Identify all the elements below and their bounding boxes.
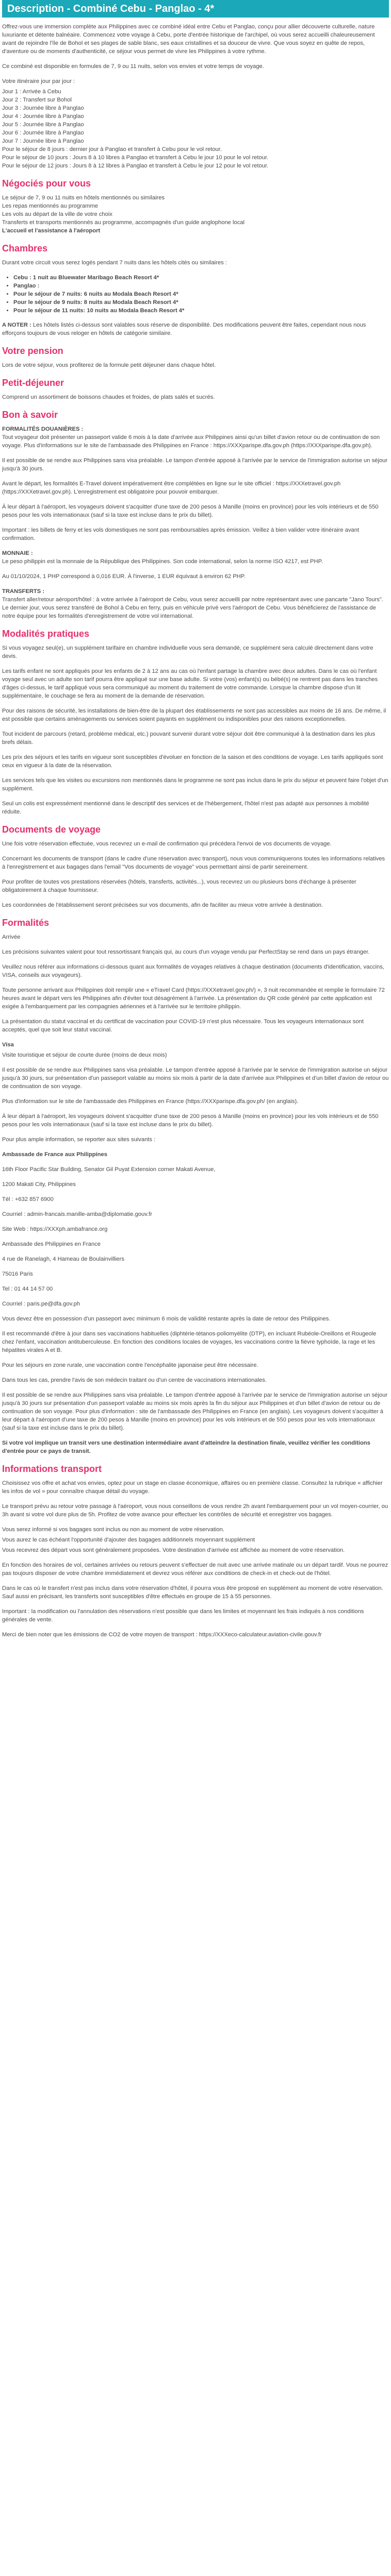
- transport-text: Choisissez vos offre et achat vos envies, optez pour un stage en classe économique, affaires ou en première classe. Consultez la rubrique « affichier les infos de vol » pour connaître chaque détail du voyage.: [2, 1480, 383, 1495]
- itinerary-day: Jour 5 : Journée libre à Panglao: [2, 122, 84, 128]
- health-text: Pour les séjours en zone rurale, une vaccination contre l'encéphalite japonaise peut être nécessaire.: [2, 1362, 258, 1368]
- formalities-text: La présentation du statut vaccinal et du certificat de vaccination pour COVID-19 n'est plus nécessaire. Tous les voyageurs internationaux sont acceptés, quel que soit leur statut vaccinal.: [2, 1019, 364, 1033]
- rooms-list: [2, 274, 389, 315]
- customs-text-5: Important : les billets de ferry et les vols domestiques ne sont pas remboursables après émission. Veillez à bien valider votre itinéraire avant confirmation.: [2, 527, 360, 541]
- included-item: Les vols au départ de la ville de votre choix: [2, 211, 112, 217]
- documents-text: Une fois votre réservation effectuée, vous recevrez un e-mail de confirmation qui précédera l'envoi de vos documents de voyage.: [2, 841, 332, 847]
- transport-text: Vous aurez le cas échéant l'opportunité d'ajouter des bagages additionnels moyennant supplément: [2, 1537, 255, 1543]
- visa-label: Visa: [2, 1042, 14, 1048]
- embassy-france-website[interactable]: Site Web : https://XXXph.ambafrance.org: [2, 1226, 108, 1232]
- section-title-transport: Informations transport: [2, 1464, 102, 1474]
- breakfast-text: Comprend un assortiment de boissons chaudes et froides, de plats salés et sucrés.: [2, 394, 215, 400]
- transport-text: Merci de bien noter que les émissions de CO2 de votre moyen de transport : https://XXXeco-calculateur.aviation-civile.gouv.fr: [2, 1632, 322, 1638]
- visa-text: À leur départ à l'aéroport, les voyageurs doivent s'acquitter d'une taxe de 200 pesos à Manille (moins en province) pour les vols intérieurs et de 550 pesos pour les vols internationaux (sauf si la taxe est incluse dans le prix du billet).: [2, 1113, 379, 1128]
- rooms-intro: Durant votre circuit vous serez logés pendant 7 nuits dans les hôtels cités ou similaires :: [2, 260, 227, 266]
- itinerary-day: Jour 6 : Journée libre à Panglao: [2, 130, 84, 136]
- room-item: Pour le séjour de 11 nuits: 10 nuits au Modala Beach Resort 4*: [13, 308, 185, 314]
- embassy-philippines-line: 4 rue de Ranelagh, 4 Hameau de Boulainvilliers: [2, 1256, 124, 1262]
- page-title: Description - Combiné Cebu - Panglao - 4*: [2, 0, 389, 18]
- practical-text: Si vous voyagez seul(e), un supplément tarifaire en chambre individuelle vous sera demandé, ce supplément sera calculé directement dans votre devis.: [2, 645, 373, 659]
- itinerary-day: Jour 3 : Journée libre à Panglao: [2, 105, 84, 111]
- embassy-france-email[interactable]: Courriel : admin-francais.manille-amba@diplomatie.gouv.fr: [2, 1211, 152, 1217]
- transport-text: En fonction des horaires de vol, certaines arrivées ou retours peuvent s'effectuer de nuit avec une arrivée matinale ou un départ tardif. Vous ne pourrez pas toujours disposer de votre chambre immédiatement et devrez vous référer aux conditions de check-in et check-out de l'hôtel.: [2, 1562, 388, 1577]
- rooms-note: [2, 321, 389, 337]
- room-item: Cebu : 1 nuit au Bluewater Maribago Beach Resort 4*: [13, 275, 159, 281]
- included-item: Les repas mentionnés au programme: [2, 203, 98, 209]
- transport-text: Dans le cas où le transfert n'est pas inclus dans votre réservation d'hôtel, il pourra vous être proposé en supplément au moment de votre réservation. Sauf aussi en précisant, les transferts sont susceptibles d'être effectués en groupe de 15 à 55 personnes.: [2, 1585, 383, 1600]
- rooms-note-text: Les hôtels listés ci-dessus sont valables sous réserve de disponibilité. Des modifications peuvent être faites, cependant nous nous efforçons toujours de vous reloger en hôtels de catégorie similaire.: [2, 322, 366, 336]
- included-item: Transferts et transports mentionnés au programme, accompagnés d'un guide anglophone local: [2, 219, 245, 226]
- formalities-text: Toute personne arrivant aux Philippines doit remplir une « eTravel Card (https://XXXetravel.gov.ph/) », 3 nuit recommandée et remplie le formulaire 72 heures avant le départ vers les Philippines afin d'éviter tout désagrément à l'arrivée. La présentation du QR code généré par cette application est exigée à l'embarquement par les compagnies aériennes et à l'arrivée sur le territoire philippin.: [2, 987, 385, 1010]
- itinerary-day: Jour 7 : Journée libre à Panglao: [2, 138, 84, 144]
- health-text: Il est recommandé d'être à jour dans ses vaccinations habituelles (diphtérie-tétanos-poliomyélite (DTP), en incluant Rubéole-Oreillons et Rougeole chez l'enfant, vaccination antituberculeuse. En fonction des conditions locales de voyages, les vaccinations contre la fièvre typhoïde, la rage et les hépatites virales A et B.: [2, 1331, 377, 1353]
- practical-text: Les prix des séjours et les tarifs en vigueur sont susceptibles d'évoluer en fonction de la saison et des conditions de voyage. Les tarifs appliqués sont ceux en vigueur à la date de la réservation.: [2, 754, 383, 769]
- intro-text: Offrez-vous une immersion complète aux Philippines avec ce combiné idéal entre Cebu et Panglao, conçu pour allier découverte culturelle, nature luxuriante et détente balnéaire. Commencez votre voyage à Cebu, porte d'entrée historique de l'archipel, où vous serez accueilli chaleureusement avant de rejoindre l'île de Bohol et ses plages de sable blanc, ses eaux cristallines et sa douceur de vivre. Que vous soyez en quête de repos, d'aventure ou de moments d'authenticité, ce séjour vous permet de vivre les Philippines à votre rythme.: [2, 24, 375, 55]
- itinerary-day: Pour le séjour de 12 jours : Jours 8 à 12 libres à Panglao et transfert à Cebu le jour 12 pour le vol retour.: [2, 163, 269, 169]
- itinerary-day: Jour 4 : Journée libre à Panglao: [2, 113, 84, 120]
- room-item: Panglao :: [13, 283, 40, 289]
- practical-text: Les services tels que les visites ou excursions non mentionnés dans le programme ne sont pas inclus dans le prix du séjour et peuvent faire l'objet d'un supplément.: [2, 777, 388, 792]
- itinerary-day: Jour 1 : Arrivée à Cebu: [2, 89, 61, 95]
- transfer-label: TRANSFERTS :: [2, 588, 45, 595]
- section-title-breakfast: Petit-déjeuner: [2, 378, 64, 388]
- section-title-good-to-know: Bon à savoir: [2, 410, 58, 420]
- money-label: MONNAIE :: [2, 550, 33, 556]
- room-item: Pour le séjour de 7 nuits: 6 nuits au Modala Beach Resort 4*: [13, 291, 178, 297]
- transport-text: Vous recevrez des départ vous sont généralement proposées. Votre destination d'arrivée est affichée au moment de votre réservation.: [2, 1547, 345, 1553]
- visa-text: Visite touristique et séjour de courte durée (moins de deux mois): [2, 1052, 167, 1058]
- section-title-formalities: Formalités: [2, 918, 50, 928]
- documents-text: Pour profiter de toutes vos prestations réservées (hôtels, transferts, activités...), vous recevrez un ou plusieurs bons d'échange à présenter obligatoirement à chaque fournisseur.: [2, 879, 356, 893]
- pension-text: Lors de votre séjour, vous profiterez de la formule petit déjeuner dans chaque hôtel.: [2, 362, 216, 368]
- itinerary-day: Jour 2 : Transfert sur Bohol: [2, 97, 72, 103]
- embassy-france-line: 1200 Makati City, Philippines: [2, 1181, 76, 1188]
- formalities-text: Les précisions suivantes valent pour tout ressortissant français qui, au cours d'un voyage vendu par PerfectStay se rend dans un pays étranger.: [2, 949, 370, 955]
- transfer-block: [2, 587, 389, 620]
- health-text: Vous devez être en possession d'un passeport avec minimum 6 mois de validité restante après la date de retour des Philippines.: [2, 1316, 331, 1322]
- section-title-included: Négociés pour vous: [2, 178, 91, 189]
- transport-text: Vous serez informé si vos bagages sont inclus ou non au moment de votre réservation.: [2, 1527, 224, 1533]
- customs-block: [2, 425, 389, 450]
- included-item: Le séjour de 7, 9 ou 11 nuits en hôtels mentionnés ou similaires: [2, 195, 165, 201]
- practical-text: Les tarifs enfant ne sont appliqués pour les enfants de 2 à 12 ans au cas où l'enfant partage la chambre avec deux adultes. Dans le cas où l'enfant voyage seul avec un adulte son tarif pourra être appliqué sur une base adulte. Si votre (vos) enfant(s) ou bébé(s) ne rentrent pas dans les tranches d'âges ci-dessus, le tarif appliqué vous sera communiqué au moment du traitement de votre commande. Lorsque la chambre dispose d'un lit supplémentaire, le couchage se fera au moment de la demande de réservation.: [2, 668, 378, 699]
- customs-text: Tout voyageur doit présenter un passeport valide 6 mois à la date d'arrivée aux Philippines ainsi qu'un billet d'avion retour ou de continuation de son voyage. Plus d'informations sur le site de l'ambassade des Philippines en France : https://XXXparispe.dfa.gov.ph (https://XXXparispe.dfa.gov.ph).: [2, 434, 380, 449]
- section-title-pension: Votre pension: [2, 346, 63, 356]
- practical-text: Pour des raisons de sécurité, les installations de bien-être de la plupart des établissements ne sont pas accessibles aux moins de 16 ans. De même, il est possible que certains aménagements ou services soient payants en supplément ou indisponibles pour des raisons exceptionnelles.: [2, 708, 386, 722]
- transfer-text: Transfert aller/retour aéroport/hôtel : à votre arrivée à l'aéroport de Cebu, vous serez accueilli par notre représentant avec une pancarte "Jano Tours". Le dernier jour, vous serez transféré de Bohol à Cebu en ferry, puis en véhicule privé vers l'aéroport de Cebu. Vous bénéficierez de l'assistance de notre équipe pour les formalités d'enregistrement de votre vol international.: [2, 597, 383, 619]
- intro-text-2: Ce combiné est disponible en formules de 7, 9 ou 11 nuits, selon vos envies et votre temps de voyage.: [2, 63, 264, 70]
- embassy-france-name: Ambassade de France aux Philippines: [2, 1151, 107, 1158]
- money-block: [2, 549, 389, 566]
- included-list: [2, 194, 389, 235]
- documents-text: Concernant les documents de transport (dans le cadre d'une réservation avec transport), nous vous communiquerons toutes les informations relatives à l'enregistrement et aux bagages dans l'email "Vos documents de voyage" vous permettant ainsi de partir sereinement.: [2, 856, 385, 870]
- transport-text: Important : la modification ou l'annulation des réservations n'est possible que dans les limites et moyennant les frais indiqués à nos conditions générales de vente.: [2, 1608, 364, 1623]
- customs-text-4: À leur départ à l'aéroport, les voyageurs doivent s'acquitter d'une taxe de 200 pesos à Manille (moins en province) pour les vols intérieurs et de 550 pesos pour les vols internationaux (sauf si la taxe est incluse dans le prix du billet).: [2, 504, 379, 518]
- section-title-rooms: Chambres: [2, 243, 48, 253]
- transit-note: Si votre vol implique un transit vers une destination intermédiaire avant d'atteindre la destination finale, veuillez vérifier les conditions d'entrée pour ce pays de transit.: [2, 1440, 370, 1454]
- embassy-philippines-name: Ambassade des Philippines en France: [2, 1241, 101, 1247]
- rooms-note-label: A NOTER :: [2, 322, 31, 328]
- contacts-intro: Pour plus ample information, se reporter aux sites suivants :: [2, 1137, 156, 1143]
- formalities-text: Veuillez nous référer aux informations ci-dessous quant aux formalités de voyages relatives à chaque destination (documents d'identification, vaccins, VISA, conseils aux voyageurs).: [2, 964, 384, 978]
- itinerary-day: Pour le séjour de 8 jours : dernier jour à Panglao et transfert à Cebu pour le vol retour.: [2, 146, 222, 152]
- embassy-philippines-email[interactable]: Courriel : paris.pe@dfa.gov.ph: [2, 1301, 80, 1307]
- included-item: L'accueil et l'assistance à l'aéroport: [2, 228, 101, 234]
- embassy-philippines-line: Tel : 01 44 14 57 00: [2, 1286, 53, 1292]
- practical-text: Tout incident de parcours (retard, problème médical, etc.) pouvant survenir durant votre séjour doit être communiqué à la destination dans les plus brefs délais.: [2, 731, 376, 745]
- section-title-practical: Modalités pratiques: [2, 629, 90, 639]
- room-item: Pour le séjour de 9 nuits: 8 nuits au Modala Beach Resort 4*: [13, 299, 178, 306]
- itinerary-list: [2, 88, 389, 170]
- itinerary-day: Pour le séjour de 10 jours : Jours 8 à 10 libres à Panglao et transfert à Cebu le jour 10 pour le vol retour.: [2, 155, 269, 161]
- customs-text-2: Il est possible de se rendre aux Philippines sans visa préalable. Le tampon d'entrée apposé à l'arrivée par le service de l'immigration autorise un séjour jusqu'à 30 jours.: [2, 457, 388, 472]
- money-text-2: Au 01/10/2024, 1 PHP correspond à 0,016 EUR. À l'inverse, 1 EUR équivaut à environ 62 PHP.: [2, 573, 246, 580]
- visa-text: Il est possible de se rendre aux Philippines sans visa préalable. Le tampon d'entrée apposé à l'arrivée par le service de l'immigration autorise un séjour jusqu'à 30 jours, sur présentation d'un passeport valable au moins six mois à partir de la date d'arrivée aux Philippines et d'un billet d'avion de retour ou de continuation de son voyage.: [2, 1067, 389, 1090]
- formalities-arrival: Arrivée: [2, 934, 21, 940]
- embassy-france-line: 16th Floor Pacific Star Building, Senator Gil Puyat Extension corner Makati Avenue,: [2, 1166, 216, 1173]
- visa-text: Plus d'information sur le site de l'ambassade des Philippines en France (https://XXXparispe.dfa.gov.ph/ (en anglais).: [2, 1098, 299, 1105]
- health-text: Dans tous les cas, prendre l'avis de son médecin traitant ou d'un centre de vaccinations internationales.: [2, 1377, 267, 1383]
- itinerary-header: Votre itinéraire jour par jour :: [2, 78, 75, 84]
- transport-text: Le transport prévu au retour votre passage à l'aéroport, vous nous conseillons de vous rendre 2h avant l'embarquement pour un vol moyen-courrier, ou 3h avant si votre vol dure plus de 5h. Profitez de votre avance pour effectuer les contrôles de sécurité et enregistrer vos bagages.: [2, 1503, 388, 1518]
- money-text: Le peso philippin est la monnaie de la République des Philippines. Son code international, selon la norme ISO 4217, est PHP.: [2, 558, 323, 565]
- health-text: Il est possible de se rendre aux Philippines sans visa préalable. Le tampon d'entrée apposé à l'arrivée par le service de l'immigration autorise un séjour jusqu'à 30 jours sur présentation d'un passeport valable au moins six mois après la fin du séjour aux Philippines et d'un billet d'avion de retour ou de continuation de son voyage. Pour plus d'information : site de l'ambassade des Philippines en France (en anglais). Les voyageurs doivent s'acquitter à leur départ à l'aéroport d'une taxe de 200 pesos à Manille (moins en province) pour les vols intérieurs et de 550 pesos pour les vols internationaux (sauf si la taxe est incluse dans le prix du billet).: [2, 1392, 388, 1431]
- practical-text: Seul un colis est expressément mentionné dans le descriptif des services et de l'hébergement, l'hôtel n'est pas adapté aux personnes à mobilité réduite.: [2, 801, 369, 815]
- customs-label: FORMALITÉS DOUANIÈRES :: [2, 426, 84, 432]
- embassy-france-line: Tél : +632 857 6900: [2, 1196, 54, 1202]
- embassy-philippines-line: 75016 Paris: [2, 1271, 33, 1277]
- section-title-documents: Documents de voyage: [2, 824, 101, 835]
- documents-text: Les coordonnées de l'établissement seront précisées sur vos documents, afin de faciliter au mieux votre arrivée à destination.: [2, 902, 323, 908]
- customs-text-3: Avant le départ, les formalités E-Travel doivent impérativement être complétées en ligne sur le site officiel : https://XXXetravel.gov.ph (https://XXXetravel.gov.ph). L'enregistrement est obligatoire pour pouvoir embarquer.: [2, 481, 341, 495]
